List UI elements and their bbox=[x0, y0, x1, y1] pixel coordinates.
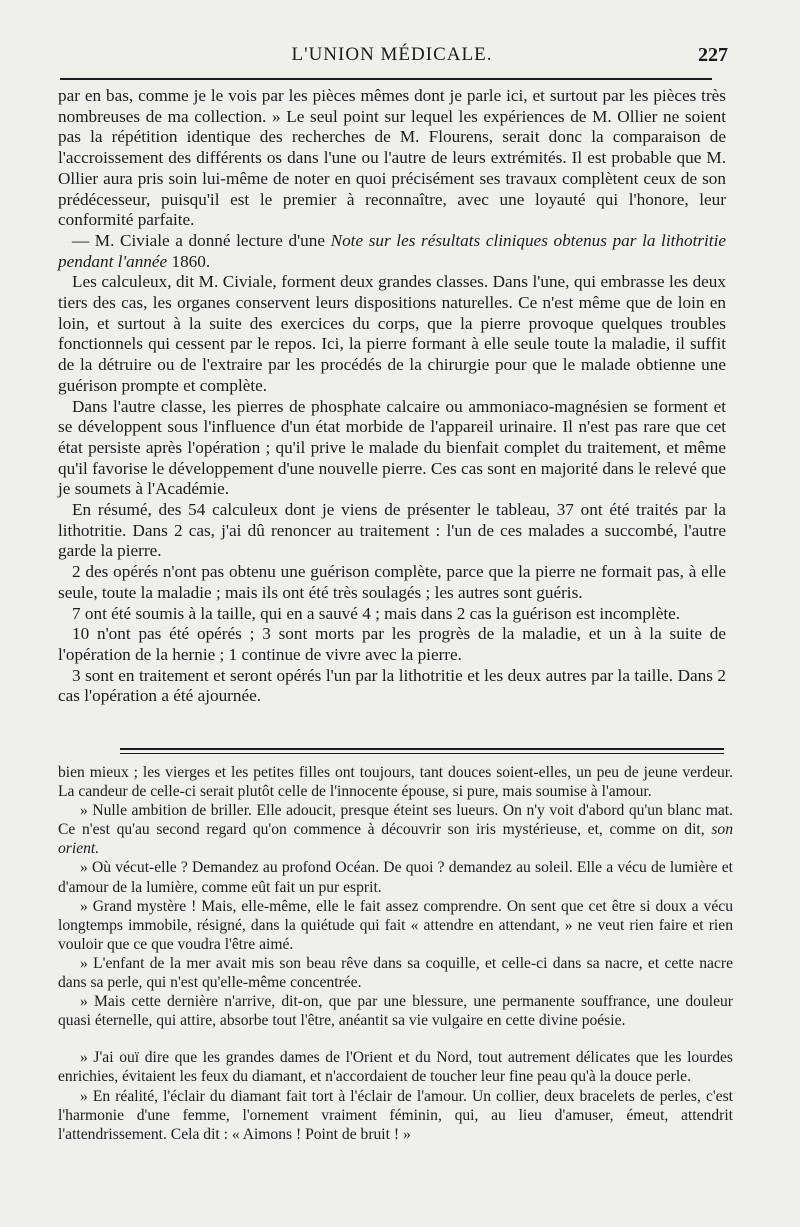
orient-italic: son orient. bbox=[58, 821, 733, 858]
note-year: 1860. bbox=[167, 251, 211, 271]
feuilleton-column bbox=[58, 763, 733, 1144]
ambition-text: » Nulle ambition de briller. Elle adoucit, presque éteint ses lueurs. On n'y voit d'abord qu'un blanc mat. Ce n'est qu'au second regard qu'on commence à découvrir son iris mystérieuse, et, comme on dit, bbox=[58, 802, 733, 839]
paragraph-en-traitement: 3 sont en traitement et seront opérés l'un par la lithotritie et les deux autres par la taille. Dans 2 cas l'opération a été ajournée. bbox=[58, 665, 726, 706]
paragraph-autre-classe: Dans l'autre classe, les pierres de phosphate calcaire ou ammoniaco-magnésien se forment et se développent sous l'influence d'un état morbide de l'appareil urinaire. Il n'est pas rare que cet état persiste après l'opération ; qu'il prive le malade du bienfait complet du traitement, et même qu'il favorise le développement d'une nouvelle pierre. Ces cas sont en majorité dans le relevé que je soumets à l'Académie. bbox=[58, 396, 726, 499]
paragraph-diamant: » En réalité, l'éclair du diamant fait tort à l'éclair de l'amour. Un collier, deux bracelets de perles, c'est l'harmonie d'une femme, l'ornement vraiment féminin, qui, au lieu d'amuser, émeut, attendrit l'attendrissement. Cela dit : « Aimons ! Point de bruit ! » bbox=[58, 1087, 733, 1143]
header-rule bbox=[60, 78, 712, 80]
paragraph-civiale-note bbox=[58, 231, 726, 272]
paragraph-enfant-mer: » L'enfant de la mer avait mis son beau rêve dans sa coquille, et celle-ci dans sa nacre, et cette nacre dans sa perle, qui n'est qu'elle-même concentrée. bbox=[58, 954, 733, 992]
paragraph-ollier: par en bas, comme je le vois par les pièces mêmes dont je parle ici, et surtout par les pièces très nombreuses de ma collection. » Le seul point sur lequel les expériences de M. Ollier ne soient pas la répétition identique des recherches de M. Flourens, serait donc la comparaison de l'accroissement des différents os dans l'une ou l'autre de leurs extrémités. Il est probable que M. Ollier aura pris soin lui-même de noter en quoi précisément ses travaux complètent ceux de son prédécesseur, puisqu'il est le premier à reconnaître, avec une loyauté qui l'honore, leur conformité parfaite. bbox=[58, 86, 726, 230]
note-title: Note sur les résultats cliniques obtenus par la lithotritie pendant l'année bbox=[58, 230, 726, 271]
paragraph-operes: 2 des opérés n'ont pas obtenu une guérison complète, parce que la pierre ne formait pas, à elle seule, toute la maladie ; mais ils ont été très soulagés ; les autres sont guéris. bbox=[58, 562, 726, 602]
paragraph-calculeux: Les calculeux, dit M. Civiale, forment deux grandes classes. Dans l'une, qui embrasse les deux tiers des cas, les organes conservent leurs dispositions naturelles. Ce n'est même que de loin en loin, et surtout à la suite des exercices du corps, que la pierre provoque quelques troubles fonctionnels qui cessent par le repos. Ici, la pierre formant à elle seule toute la maladie, il suffit de la détruire ou de l'extraire par les procédés de la chirurgie pour que le malade obtienne une guérison prompte et complète. bbox=[58, 272, 726, 395]
paragraph-resume: En résumé, des 54 calculeux dont je viens de présenter le tableau, 37 ont été traités par la lithotritie. Dans 2 cas, j'ai dû renoncer au traitement : l'un de ces malades a succombé, l'autre garde la pierre. bbox=[58, 500, 726, 561]
feuilleton-rule-thin bbox=[120, 753, 724, 754]
paragraph-blessure: » Mais cette dernière n'arrive, dit-on, que par une blessure, une permanente souffrance, une douleur quasi éternelle, qui attire, absorbe tout l'être, anéantit sa vie vulgaire en cette divine poésie. bbox=[58, 993, 733, 1030]
running-head bbox=[56, 40, 728, 70]
academy-report-column bbox=[58, 86, 726, 707]
journal-title: L'UNION MÉDICALE. bbox=[291, 44, 493, 65]
paragraph-ambition bbox=[58, 801, 733, 858]
paragraph-vecut: » Où vécut-elle ? Demandez au profond Océan. De quoi ? demandez au soleil. Elle a vécu de lumière et d'amour de la lumière, comme eût fait un pur esprit. bbox=[58, 859, 733, 896]
paragraph-mystere: » Grand mystère ! Mais, elle-même, elle le fait assez comprendre. On sent que cet être si doux a vécu longtemps immobile, résigné, dans la quiétude qui fait « attendre en attendant, » ne veut rien faire et rien vouloir que ce que voudra l'être aimé. bbox=[58, 897, 733, 953]
civiale-lead: — M. Civiale a donné lecture d'une bbox=[72, 230, 331, 250]
page-number: 227 bbox=[698, 44, 728, 66]
feuilleton-rule-thick bbox=[120, 748, 724, 750]
paragraph-grandes-dames: » J'ai ouï dire que les grandes dames de l'Orient et du Nord, tout autrement délicates que les lourdes enrichies, évitaient les feux du diamant, et n'accordaient de toucher leur fine peau qu'à la douce perle. bbox=[58, 1049, 733, 1086]
paragraph-taille: 7 ont été soumis à la taille, qui en a sauvé 4 ; mais dans 2 cas la guérison est incomplète. bbox=[72, 603, 681, 623]
paragraph-vierges: bien mieux ; les vierges et les petites filles ont toujours, tant douces soient-elles, un peu de jeune verdeur. La candeur de celle-ci serait plutôt celle de l'innocente épouse, si pure, mais soumise à l'amour. bbox=[58, 764, 733, 801]
paragraph-non-operes: 10 n'ont pas été opérés ; 3 sont morts par les progrès de la maladie, et un à la suite de l'opération de la hernie ; 1 continue de vivre avec la pierre. bbox=[58, 624, 726, 664]
